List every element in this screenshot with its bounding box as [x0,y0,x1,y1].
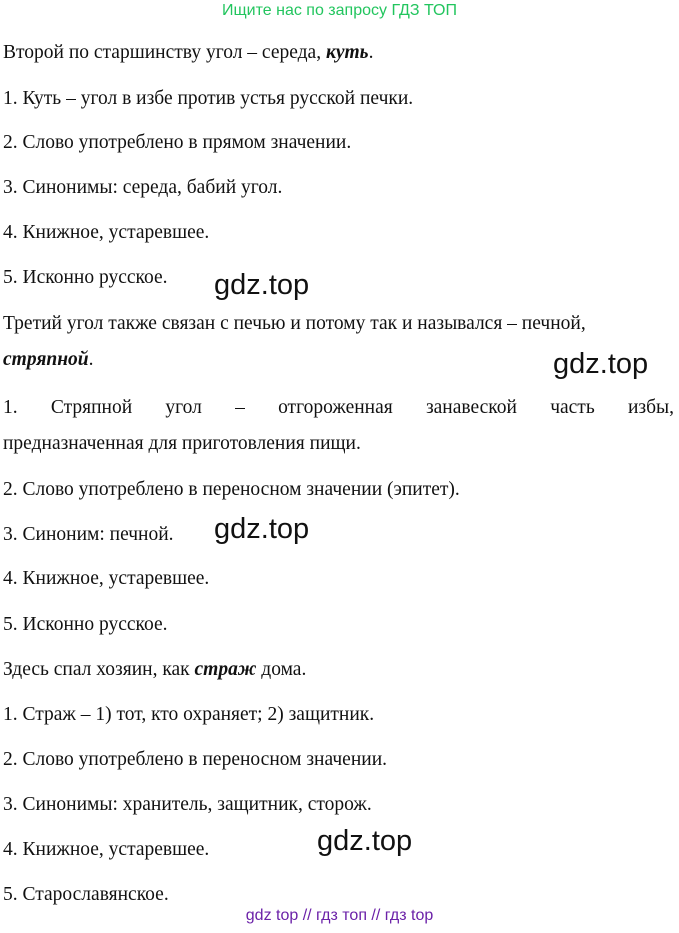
list-item: 2. Слово употреблено в прямом значении. [3,132,352,153]
paragraph-intro-strazh [3,658,674,682]
list-item: 1. Стряпной угол – отгороженная занавеской часть избы, [3,397,674,418]
list-item: 5. Исконно русское. [3,614,168,635]
list-item: 3. Синонимы: середа, бабий угол. [3,177,283,198]
list-item: 2. Слово употреблено в переносном значении. [3,749,388,770]
list-item: 5. Исконно русское. [3,267,168,288]
paragraph-intro-kut [3,41,674,65]
list-item: 4. Книжное, устаревшее. [3,222,210,243]
text-segment: Здесь спал хозяин, как [3,659,195,680]
footer-links: gdz top // гдз топ // гдз top [245,907,434,924]
search-hint-banner: Ищите нас по запросу ГДЗ ТОП [222,2,457,19]
watermark: gdz.top [553,348,649,380]
text-segment: Второй по старшинству угол – середа, [3,42,326,63]
list-item: 3. Синонимы: хранитель, защитник, сторож. [3,794,372,815]
list-item: 5. Старославянское. [3,884,169,905]
text-segment: . [88,349,94,370]
list-item: 4. Книжное, устаревшее. [3,568,210,589]
list-item: 3. Синоним: печной. [3,524,174,545]
list-item: 1. Куть – угол в избе против устья русской печки. [3,88,414,109]
text-segment: . [368,42,374,63]
watermark: gdz.top [317,825,413,857]
watermark: gdz.top [214,269,310,301]
list-item: 2. Слово употреблено в переносном значении (эпитет). [3,479,460,500]
list-item-continuation: предназначенная для приготовления пищи. [3,433,361,454]
keyword-stryapnoy: стряпной [3,349,89,370]
keyword-strazh: страж [194,659,257,680]
list-item: 4. Книжное, устаревшее. [3,839,210,860]
keyword-kut: куть [325,42,369,63]
watermark: gdz.top [214,513,310,545]
list-item: 1. Страж – 1) тот, кто охраняет; 2) защитник. [3,704,375,725]
text-segment: дома. [256,659,307,680]
paragraph-intro-stryapnoy: Третий угол также связан с печью и потому так и назывался – печной, [3,313,586,334]
